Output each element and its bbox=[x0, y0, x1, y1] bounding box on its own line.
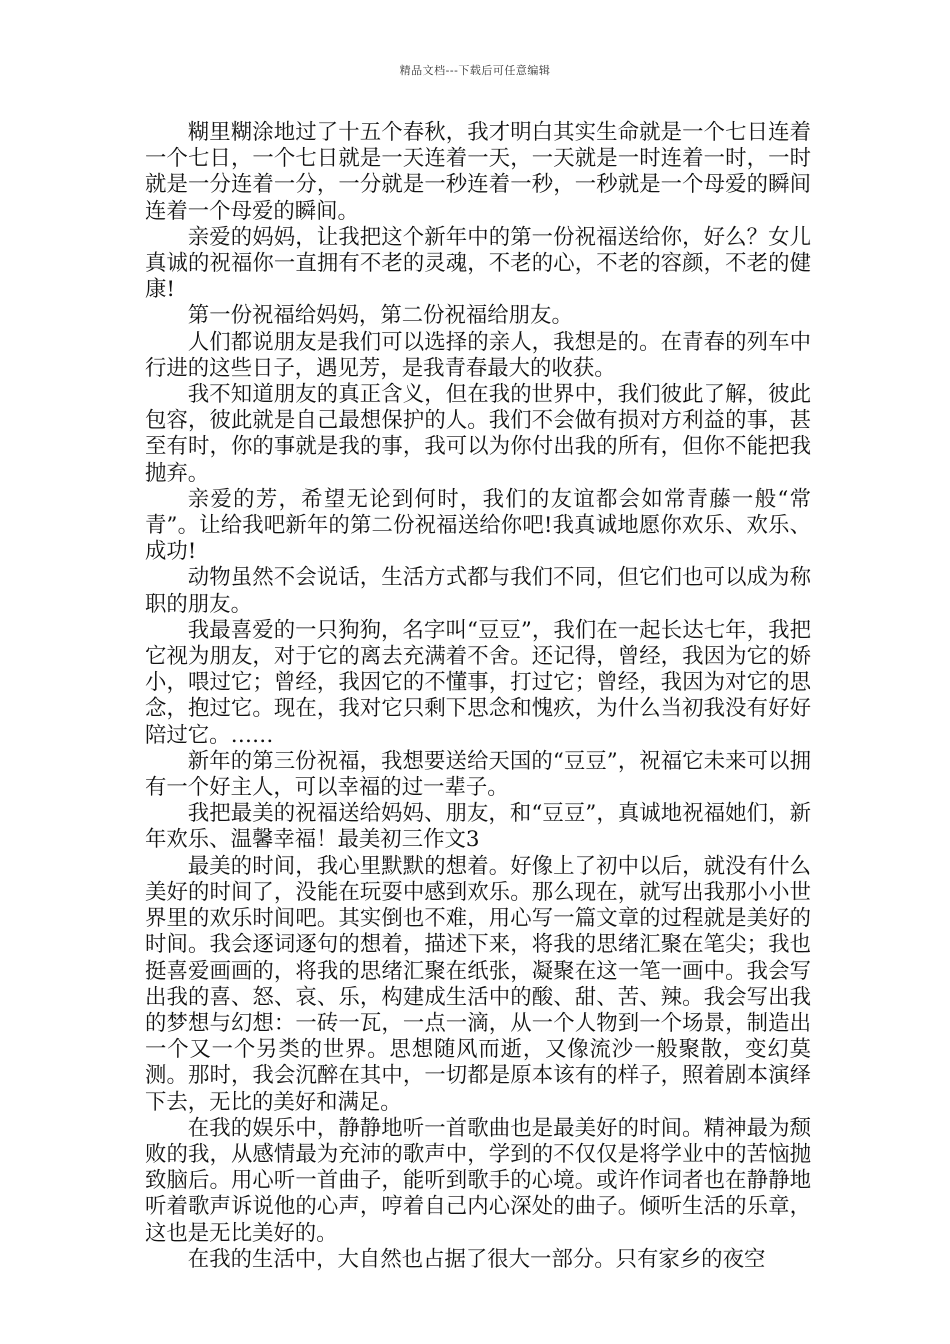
paragraph: 新年的第三份祝福，我想要送给天国的“豆豆”，祝福它未来可以拥有一个好主人，可以幸福的过一辈子。 bbox=[145, 748, 811, 801]
paragraph: 我不知道朋友的真正含义，但在我的世界中，我们彼此了解，彼此包容，彼此就是自己最想保护的人。我们不会做有损对方利益的事，甚至有时，你的事就是我的事，我可以为你付出我的所有，但你不能把我抛弃。 bbox=[145, 382, 811, 486]
paragraph: 亲爱的芳，希望无论到何时，我们的友谊都会如常青藤一般“常青”。让给我吧新年的第二份祝福送给你吧!我真诚地愿你欢乐、欢乐、成功! bbox=[145, 486, 811, 565]
paragraph: 糊里糊涂地过了十五个春秋，我才明白其实生命就是一个七日连着一个七日，一个七日就是一天连着一天，一天就是一时连着一时，一时就是一分连着一分，一分就是一秒连着一秒，一秒就是一个母爱的瞬间连着一个母爱的瞬间。 bbox=[145, 120, 811, 224]
page-header: 精品文档---下载后可任意编辑 bbox=[399, 64, 551, 77]
document-body bbox=[145, 120, 811, 1273]
paragraph: 在我的娱乐中，静静地听一首歌曲也是最美好的时间。精神最为颓败的我，从感情最为充沛的歌声中，学到的不仅仅是将学业中的苦恼抛致脑后。用心听一首曲子，能听到歌手的心境。或许作词者也在静静地听着歌声诉说他的心声，哼着自己内心深处的曲子。倾听生活的乐章，这也是无比美好的。 bbox=[145, 1115, 811, 1246]
paragraph: 最美的时间，我心里默默的想着。好像上了初中以后，就没有什么美好的时间了，没能在玩耍中感到欢乐。那么现在，就写出我那小小世界里的欢乐时间吧。其实倒也不难，用心写一篇文章的过程就是美好的时间。我会逐词逐句的想着，描述下来，将我的思绪汇聚在笔尖；我也挺喜爱画画的，将我的思绪汇聚在纸张，凝聚在这一笔一画中。我会写出我的喜、怒、哀、乐，构建成生活中的酸、甜、苦、辣。我会写出我的梦想与幻想：一砖一瓦，一点一滴，从一个人物到一个场景，制造出一个又一个另类的世界。思想随风而逝，又像流沙一般聚散，变幻莫测。那时，我会沉醉在其中，一切都是原本该有的样子，照着剧本演绎下去，无比的美好和满足。 bbox=[145, 853, 811, 1115]
paragraph: 动物虽然不会说话，生活方式都与我们不同，但它们也可以成为称职的朋友。 bbox=[145, 565, 811, 617]
paragraph: 我最喜爱的一只狗狗，名字叫“豆豆”，我们在一起长达七年，我把它视为朋友，对于它的离去充满着不舍。还记得，曾经，我因为它的娇小，喂过它；曾经，我因它的不懂事，打过它；曾经，我因为对它的思念，抱过它。现在，我对它只剩下思念和愧疚，为什么当初我没有好好陪过它。…… bbox=[145, 617, 811, 748]
paragraph: 亲爱的妈妈，让我把这个新年中的第一份祝福送给你，好么？女儿真诚的祝福你一直拥有不老的灵魂，不老的心，不老的容颜，不老的健康! bbox=[145, 224, 811, 303]
paragraph: 在我的生活中，大自然也占据了很大一部分。只有家乡的夜空 bbox=[187, 1246, 766, 1272]
paragraph: 第一份祝福给妈妈，第二份祝福给朋友。 bbox=[187, 303, 573, 329]
paragraph: 我把最美的祝福送给妈妈、朋友，和“豆豆”，真诚地祝福她们，新年欢乐、温馨幸福！最美初三作文3 bbox=[145, 801, 811, 853]
paragraph: 人们都说朋友是我们可以选择的亲人，我想是的。在青春的列车中行进的这些日子，遇见芳，是我青春最大的收获。 bbox=[145, 329, 811, 381]
